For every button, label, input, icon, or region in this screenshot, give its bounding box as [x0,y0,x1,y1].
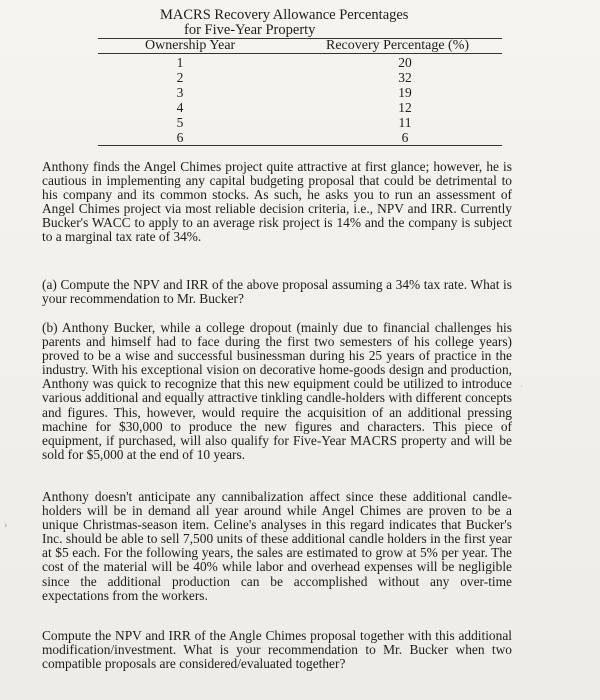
table-cell-year: 5 [176,115,184,130]
column-header-year: Ownership Year [145,38,236,53]
paragraph-final-question: Compute the NPV and IRR of the Angle Chimes proposal together with this additional modification/investment. What is your recommendation to Mr. Bucker when two compatible proposals are considered/evaluated together? [42,628,512,672]
margin-mark: › [4,519,8,531]
paragraph-cannibalization: Anthony doesn't anticipate any cannibalization affect since these additional candle-holders will be in demand all year around while Angel Chimes are proven to be a unique Christmas-season item. Celine's analyses in this regard indicates that Bucker's Inc. should be able to sell 7,500 units of these additional candle holders in the first year at $5 each. For the following years, the sales are estimated to grow at 5% per year. The cost of the material will be 40% while labor and overhead expenses will be negligible since the additional production can be accomplished without any over-time expectations from the workers. [42,489,512,603]
table-header-rule [98,53,502,54]
table-cell-year: 4 [176,100,184,115]
table-cell-year: 1 [176,55,184,70]
table-cell-percentage: 19 [398,85,412,100]
column-header-percentage: Recovery Percentage (%) [326,38,470,53]
table-cell-year: 3 [176,85,184,100]
table-cell-percentage: 32 [398,70,412,85]
paragraph-question-a: (a) Compute the NPV and IRR of the above proposal assuming a 34% tax rate. What is your recommendation to Mr. Bucker? [42,277,512,307]
table-cell-percentage: 6 [401,130,409,145]
table-title-block [160,8,408,38]
paper-speck: · [520,382,524,393]
table-cell-percentage: 12 [398,100,412,115]
table-subtitle: for Five-Year Property [184,22,316,38]
table-cell-year: 6 [176,130,184,145]
table-title: MACRS Recovery Allowance Percentages [160,7,409,23]
paragraph-intro: Anthony finds the Angel Chimes project quite attractive at first glance; however, he is cautious in implementing any capital budgeting proposal that could be detrimental to his company and its common stocks. As such, he asks you to run an assessment of Angel Chimes project via most reliable decision criteria, i.e., NPV and IRR. Currently Bucker's WACC to apply to an average risk project is 14% and the company is subject to a marginal tax rate of 34%. [42,159,512,245]
paragraph-question-b: (b) Anthony Bucker, while a college dropout (mainly due to financial challenges his parents and himself had to face during the first two semesters of his college years) proved to be a wise and successful businessman during his 25 years of practice in the industry. With his exceptional vision on decorative home-goods design and production, Anthony was quick to recognize that this new equipment could be utilized to introduce various additional and equally attractive tinkling candle-holders with different concepts and figures. This, however, would require the acquisition of an additional pressing machine for $30,000 to produce the new figures and characters. This piece of equipment, if purchased, will also qualify for Five-Year MACRS property and will be sold for $5,000 at the end of 10 years. [42,320,512,462]
table-cell-percentage: 20 [398,55,412,70]
table-cell-year: 2 [176,70,184,85]
table-bottom-rule [98,145,502,146]
table-cell-percentage: 11 [398,115,412,130]
